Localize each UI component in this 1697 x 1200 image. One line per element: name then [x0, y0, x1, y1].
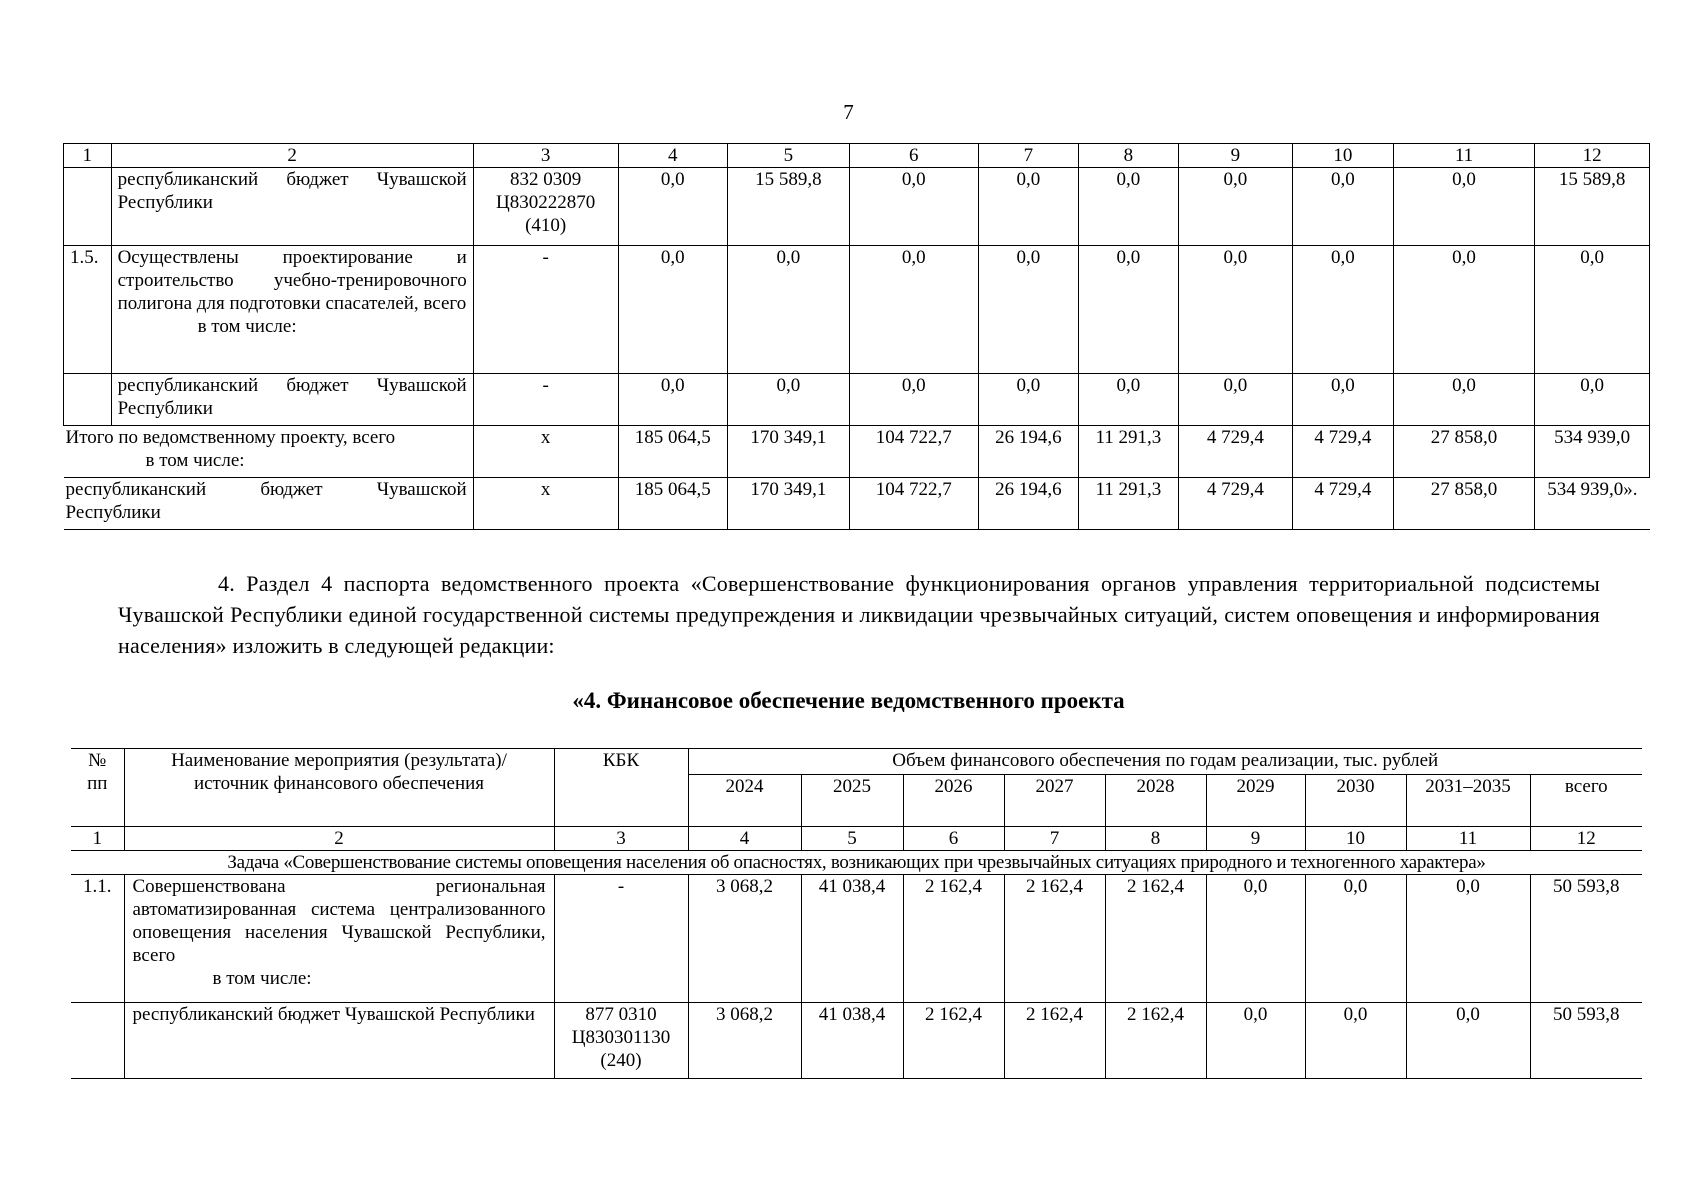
- value-cell: 0,0: [1178, 168, 1293, 246]
- col-num: 2: [111, 144, 473, 168]
- value-cell: 11 291,3: [1079, 426, 1178, 478]
- value-cell: 3 068,2: [688, 1003, 801, 1079]
- value-cell: 0,0: [1406, 1003, 1530, 1079]
- value-cell: 41 038,4: [801, 875, 903, 1003]
- row-kbk: 877 0310 Ц830301130 (240): [554, 1003, 688, 1079]
- header-kbk: КБК: [554, 749, 688, 827]
- value-cell: 11 291,3: [1079, 478, 1178, 530]
- value-cell: 0,0: [1178, 246, 1293, 374]
- header-year: 2024: [688, 775, 801, 827]
- col-num: 2: [124, 827, 554, 851]
- value-cell: 15 589,8: [1535, 168, 1650, 246]
- value-cell: 4 729,4: [1293, 478, 1394, 530]
- row-kbk: -: [473, 246, 618, 374]
- col-num: 3: [554, 827, 688, 851]
- row-num: 1.1.: [71, 875, 124, 1003]
- value-cell: 0,0: [1535, 374, 1650, 426]
- column-number-row: [64, 144, 1650, 168]
- value-cell: 0,0: [727, 246, 849, 374]
- col-num: 3: [473, 144, 618, 168]
- value-cell: 0,0: [1178, 374, 1293, 426]
- row-sub: в том числе:: [212, 968, 312, 989]
- row-num: [64, 374, 112, 426]
- value-cell: 185 064,5: [618, 426, 727, 478]
- value-cell: 15 589,8: [727, 168, 849, 246]
- value-cell: 27 858,0: [1393, 478, 1535, 530]
- col-num: 5: [727, 144, 849, 168]
- col-num: 7: [1004, 827, 1105, 851]
- table-row: [71, 875, 1642, 1003]
- header-name: Наименование мероприятия (результата)/источник финансового обеспечения: [124, 749, 554, 827]
- value-cell: 0,0: [1206, 875, 1305, 1003]
- row-kbk: х: [473, 426, 618, 478]
- row-name: республиканский бюджет Чувашской Республики: [124, 1003, 554, 1079]
- col-num: 1: [64, 144, 112, 168]
- value-cell: 26 194,6: [978, 426, 1079, 478]
- row-kbk: -: [554, 875, 688, 1003]
- value-cell: 2 162,4: [1004, 1003, 1105, 1079]
- value-cell: 0,0: [849, 246, 978, 374]
- value-cell: 0,0: [1079, 168, 1178, 246]
- value-cell: 185 064,5: [618, 478, 727, 530]
- col-num: 11: [1406, 827, 1530, 851]
- value-cell: 0,0: [618, 168, 727, 246]
- value-cell: 0,0: [1393, 246, 1535, 374]
- header-year: 2027: [1004, 775, 1105, 827]
- row-num: [64, 168, 112, 246]
- value-cell: 534 939,0».: [1535, 478, 1650, 530]
- value-cell: 27 858,0: [1393, 426, 1535, 478]
- value-cell: 0,0: [1293, 374, 1394, 426]
- header-year: 2026: [903, 775, 1004, 827]
- value-cell: 4 729,4: [1178, 478, 1293, 530]
- col-num: 5: [801, 827, 903, 851]
- row-name: Осуществлены проектирование и строительство учебно-тренировочного полигона для подготовки спасателей, всего: [117, 247, 467, 314]
- table-row: [71, 1003, 1642, 1079]
- table-row: [64, 374, 1650, 426]
- row-kbk: -: [473, 374, 618, 426]
- table-row: [64, 246, 1650, 374]
- value-cell: 50 593,8: [1530, 875, 1642, 1003]
- value-cell: 41 038,4: [801, 1003, 903, 1079]
- table-row: [64, 168, 1650, 246]
- value-cell: 2 162,4: [903, 1003, 1004, 1079]
- value-cell: 104 722,7: [849, 426, 978, 478]
- value-cell: 0,0: [1305, 875, 1406, 1003]
- col-num: 4: [688, 827, 801, 851]
- col-num: 9: [1178, 144, 1293, 168]
- value-cell: 170 349,1: [727, 478, 849, 530]
- row-name-cell: [111, 246, 473, 374]
- value-cell: 0,0: [1393, 168, 1535, 246]
- value-cell: 0,0: [1293, 246, 1394, 374]
- column-number-row: [71, 827, 1642, 851]
- row-name: республиканский бюджет Чувашской Республики: [111, 168, 473, 246]
- row-num: 1.5.: [64, 246, 112, 374]
- value-cell: 0,0: [1535, 246, 1650, 374]
- col-num: 6: [903, 827, 1004, 851]
- col-num: 10: [1305, 827, 1406, 851]
- value-cell: 0,0: [978, 168, 1079, 246]
- value-cell: 2 162,4: [1004, 875, 1105, 1003]
- value-cell: 104 722,7: [849, 478, 978, 530]
- row-num: [71, 1003, 124, 1079]
- value-cell: 0,0: [1079, 246, 1178, 374]
- value-cell: 0,0: [1393, 374, 1535, 426]
- col-num: 1: [71, 827, 124, 851]
- value-cell: 0,0: [1079, 374, 1178, 426]
- value-cell: 170 349,1: [727, 426, 849, 478]
- col-num: 12: [1530, 827, 1642, 851]
- col-num: 4: [618, 144, 727, 168]
- row-name: республиканский бюджет Чувашской Республики: [111, 374, 473, 426]
- value-cell: 0,0: [849, 168, 978, 246]
- col-num: 8: [1105, 827, 1206, 851]
- value-cell: 2 162,4: [1105, 1003, 1206, 1079]
- value-cell: 4 729,4: [1293, 426, 1394, 478]
- col-num: 10: [1293, 144, 1394, 168]
- col-num: 12: [1535, 144, 1650, 168]
- total-row: [64, 426, 1650, 478]
- value-cell: 534 939,0: [1535, 426, 1650, 478]
- value-cell: 0,0: [978, 374, 1079, 426]
- total-row: [64, 478, 1650, 530]
- task-row: [71, 851, 1642, 875]
- value-cell: 4 729,4: [1178, 426, 1293, 478]
- section-title: «4. Финансовое обеспечение ведомственного проекта: [572, 688, 1125, 713]
- row-kbk: х: [473, 478, 618, 530]
- bottom-finance-table: [71, 748, 1642, 1079]
- value-cell: 0,0: [1293, 168, 1394, 246]
- value-cell: 0,0: [618, 246, 727, 374]
- page-number: 7: [843, 100, 854, 124]
- value-cell: 50 593,8: [1530, 1003, 1642, 1079]
- col-num: 8: [1079, 144, 1178, 168]
- top-finance-table: [63, 143, 1650, 530]
- header-year: 2031–2035: [1406, 775, 1530, 827]
- row-kbk: 832 0309 Ц830222870 (410): [473, 168, 618, 246]
- header-year: 2028: [1105, 775, 1206, 827]
- amendment-paragraph: 4. Раздел 4 паспорта ведомственного проекта «Совершенствование функционирования органов управления территориальной подсистемы Чувашской Республики единой государственной системы предупреждения и ликвидации чрезвычайных ситуаций, систем оповещения и информирования населения» изложить в следующей редакции:: [118, 571, 1600, 658]
- value-cell: 3 068,2: [688, 875, 801, 1003]
- task-text: Задача «Совершенствование системы оповещения населения об опасностях, возникающих при чрезвычайных ситуациях природного и техногенного характера»: [71, 851, 1642, 875]
- value-cell: 0,0: [618, 374, 727, 426]
- row-name: Совершенствована региональная автоматизированная система централизованного оповещения населения Чувашской Республики, всего: [132, 876, 546, 966]
- value-cell: 2 162,4: [1105, 875, 1206, 1003]
- value-cell: 0,0: [978, 246, 1079, 374]
- row-sub: в том числе:: [197, 316, 297, 337]
- total-name-cell: [64, 426, 474, 478]
- col-num: 9: [1206, 827, 1305, 851]
- value-cell: 2 162,4: [903, 875, 1004, 1003]
- total-name: республиканский бюджет Чувашской Республики: [64, 478, 474, 530]
- value-cell: 0,0: [1305, 1003, 1406, 1079]
- col-num: 11: [1393, 144, 1535, 168]
- value-cell: 0,0: [849, 374, 978, 426]
- header-num: № пп: [71, 749, 124, 827]
- col-num: 6: [849, 144, 978, 168]
- total-sub: в том числе:: [145, 450, 245, 471]
- header-volume: Объем финансового обеспечения по годам реализации, тыс. рублей: [688, 749, 1642, 775]
- value-cell: 0,0: [1406, 875, 1530, 1003]
- value-cell: 0,0: [1206, 1003, 1305, 1079]
- header-year: 2025: [801, 775, 903, 827]
- header-year: всего: [1530, 775, 1642, 827]
- value-cell: 26 194,6: [978, 478, 1079, 530]
- header-year: 2030: [1305, 775, 1406, 827]
- header-row: [71, 749, 1642, 775]
- total-name: Итого по ведомственному проекту, всего: [65, 427, 396, 448]
- value-cell: 0,0: [727, 374, 849, 426]
- header-year: 2029: [1206, 775, 1305, 827]
- col-num: 7: [978, 144, 1079, 168]
- row-name-cell: [124, 875, 554, 1003]
